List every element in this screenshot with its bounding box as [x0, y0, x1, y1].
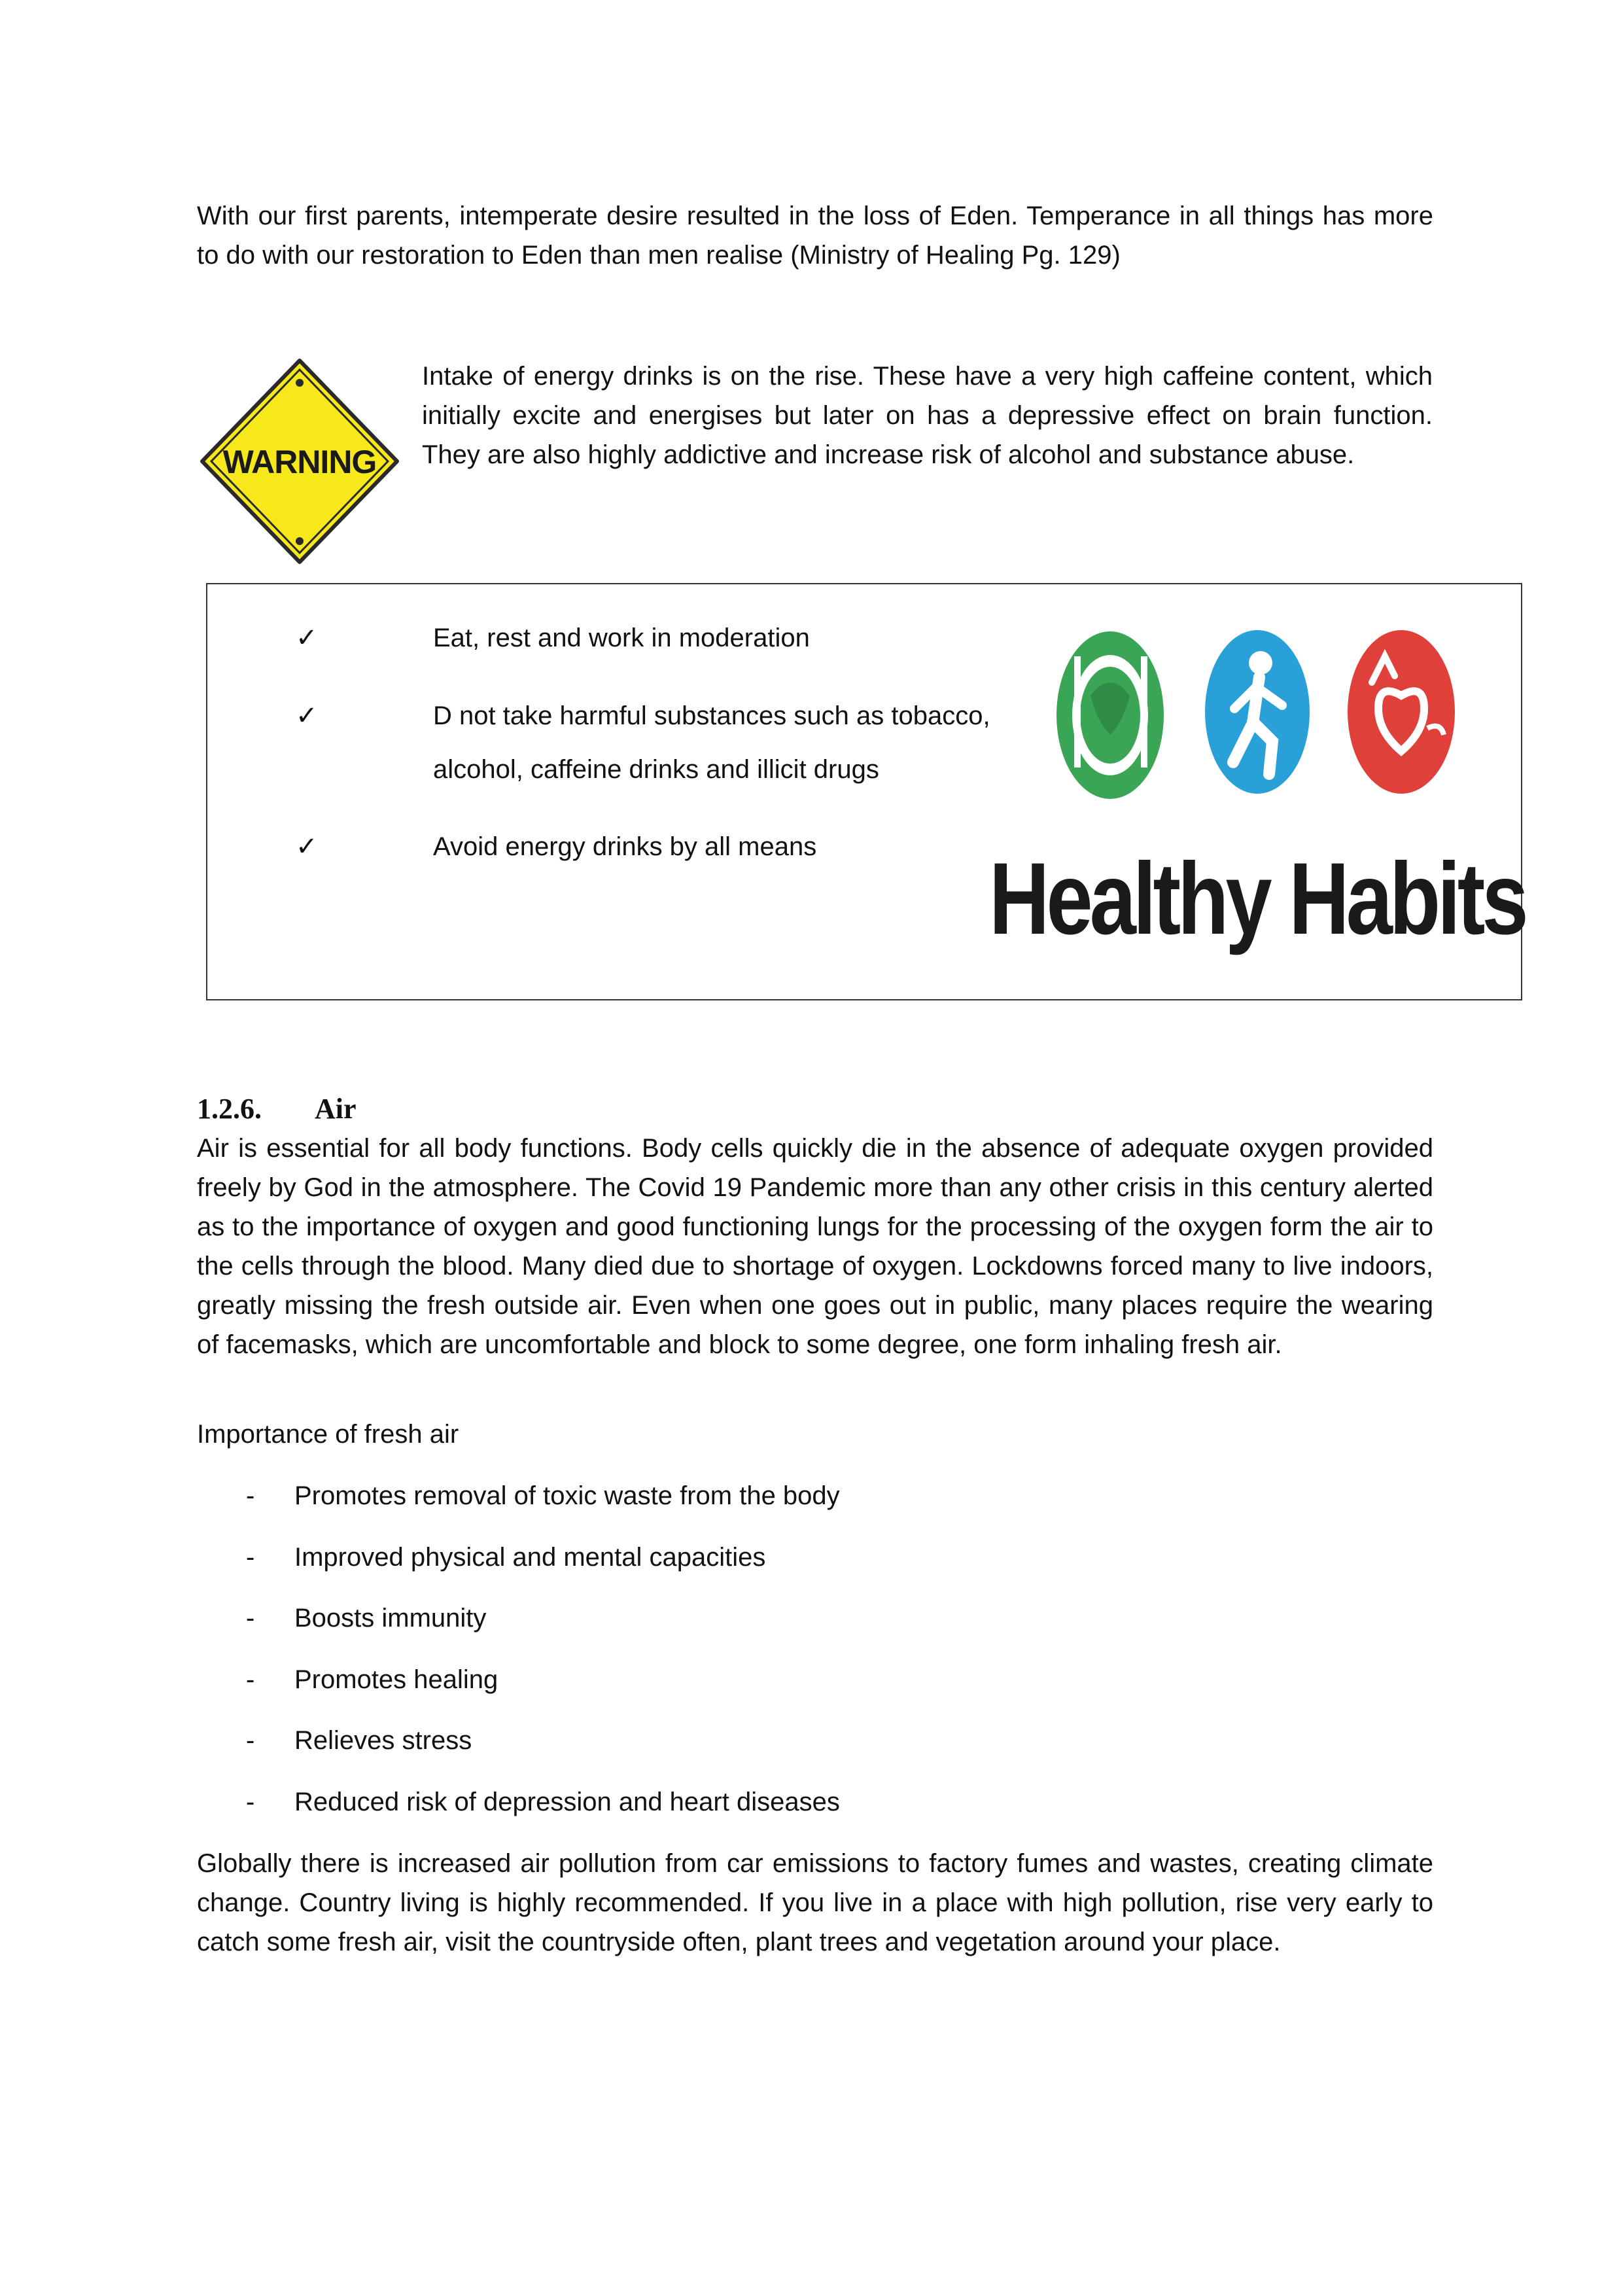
intro-paragraph: With our first parents, intemperate desire resulted in the loss of Eden. Temperance in all things has more to do with our restoration to Eden than men realise (Ministry of Healing Pg. 129) — [197, 202, 1433, 270]
warning-sign-icon — [198, 357, 401, 566]
section-number: 1.2.6. — [197, 1093, 262, 1125]
list-title: Importance of fresh air — [197, 1420, 459, 1449]
warning-sign-label: WARNING — [222, 444, 377, 480]
checkmark-icon: ✓ — [296, 624, 318, 652]
habit-item-text: alcohol, caffeine drinks and illicit drugs — [433, 755, 879, 784]
heart-rate-icon — [1348, 630, 1455, 794]
healthy-food-icon — [1056, 631, 1164, 799]
habit-item-text: Avoid energy drinks by all means — [433, 832, 817, 861]
habit-item-text: Eat, rest and work in moderation — [433, 624, 810, 652]
checkmark-icon: ✓ — [296, 701, 318, 730]
air-paragraph: Air is essential for all body functions. Body cells quickly die in the absence of adequate oxygen provided freely by God in the atmosphere. The Covid 19 Pandemic more than any other crisis in this century alerted as to the importance of oxygen and good functioning lungs for the processing of the oxygen form the air to the cells through the blood. Many died due to shortage of oxygen. Lockdowns forced many to live indoors, greatly missing the fresh outside air. Even when one goes out in public, many places require the wearing of facemasks, which are uncomfortable and block to some degree, one form inhaling fresh air. — [197, 1134, 1433, 1359]
section-title: Air — [315, 1093, 357, 1125]
closing-paragraph: Globally there is increased air pollution from car emissions to factory fumes and wastes, creating climate change. Country living is highly recommended. If you live in a place with high pollution, rise very early to catch some fresh air, visit the countryside often, plant trees and vegetation around your place. — [197, 1849, 1433, 1956]
healthy-habits-title: Healthy Habits — [989, 842, 1526, 956]
habit-item-text: D not take harmful substances such as tobacco, — [433, 701, 990, 730]
checkmark-icon: ✓ — [296, 832, 318, 861]
warning-text: Intake of energy drinks is on the rise. These have a very high caffeine content, which initially excite and energises but later on has a depressive effect on brain function. They are also highly addictive and increase risk of alcohol and substance abuse. — [422, 362, 1433, 469]
section-heading — [197, 1089, 357, 1129]
healthy-habits-box — [206, 583, 1526, 1000]
walking-person-icon — [1205, 630, 1310, 794]
